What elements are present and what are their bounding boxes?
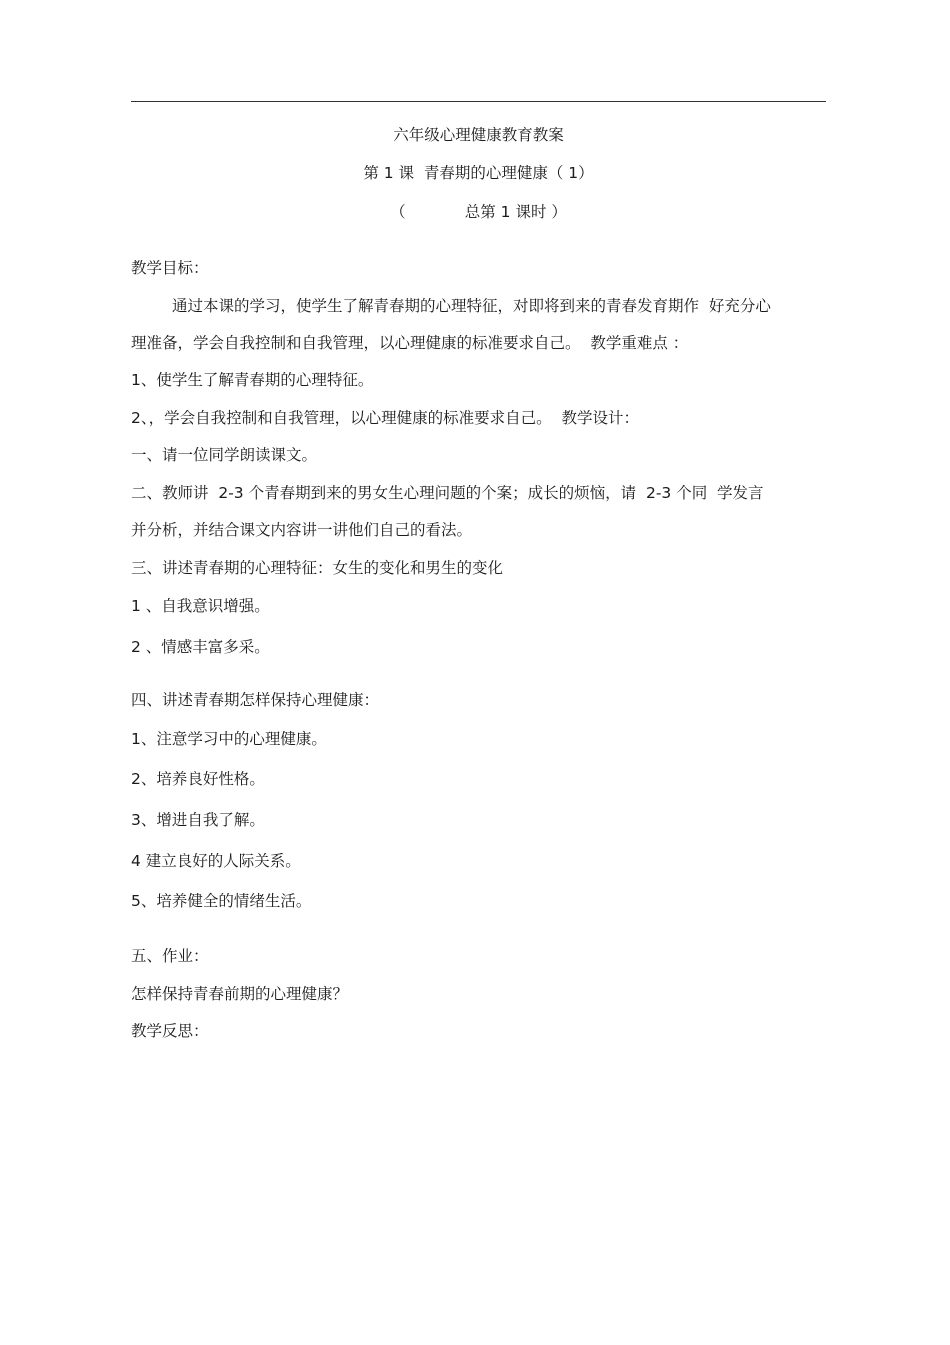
key-point-1: 1、使学生了解青春期的心理特征。 xyxy=(131,371,374,389)
goals-paragraph-line-1: 通过本课的学习，使学生了解青春期的心理特征，对即将到来的青春发育期作 好充分心 xyxy=(172,297,771,315)
feature-item-2: 2 、情感丰富多采。 xyxy=(131,638,270,656)
lesson-hours: （ 总第 1 课时 ） xyxy=(390,203,567,221)
health-item-5: 5、培养健全的情绪生活。 xyxy=(131,892,312,910)
feature-item-1: 1 、自我意识增强。 xyxy=(131,597,270,615)
document-title: 六年级心理健康教育教案 xyxy=(393,126,564,144)
design-step-1: 一、请一位同学朗读课文。 xyxy=(131,446,318,464)
homework-heading: 五、作业： xyxy=(131,947,209,965)
homework-question: 怎样保持青春前期的心理健康？ xyxy=(131,985,349,1003)
design-step-2-line-2: 并分析，并结合课文内容讲一讲他们自己的看法。 xyxy=(131,521,473,539)
lesson-title: 第 1 课 青春期的心理健康（ 1） xyxy=(363,164,594,182)
design-step-4: 四、讲述青春期怎样保持心理健康： xyxy=(131,691,380,709)
goals-paragraph-line-2: 理准备，学会自我控制和自我管理，以心理健康的标准要求自己。 教学重难点 ： xyxy=(131,334,689,352)
top-rule xyxy=(131,101,826,102)
teaching-goals-heading: 教学目标： xyxy=(131,259,209,277)
health-item-1: 1、注意学习中的心理健康。 xyxy=(131,730,327,748)
health-item-4: 4 建立良好的人际关系。 xyxy=(131,852,301,870)
design-step-2-line-1: 二、教师讲 2-3 个青春期到来的男女生心理问题的个案；成长的烦恼，请 2-3 个同 学发言 xyxy=(131,484,764,502)
key-point-2: 2、，学会自我控制和自我管理，以心理健康的标准要求自己。 教学设计： xyxy=(131,409,639,427)
design-step-3: 三、讲述青春期的心理特征：女生的变化和男生的变化 xyxy=(131,559,504,577)
health-item-3: 3、增进自我了解。 xyxy=(131,811,265,829)
health-item-2: 2、培养良好性格。 xyxy=(131,770,265,788)
teaching-reflection-heading: 教学反思： xyxy=(131,1022,209,1040)
